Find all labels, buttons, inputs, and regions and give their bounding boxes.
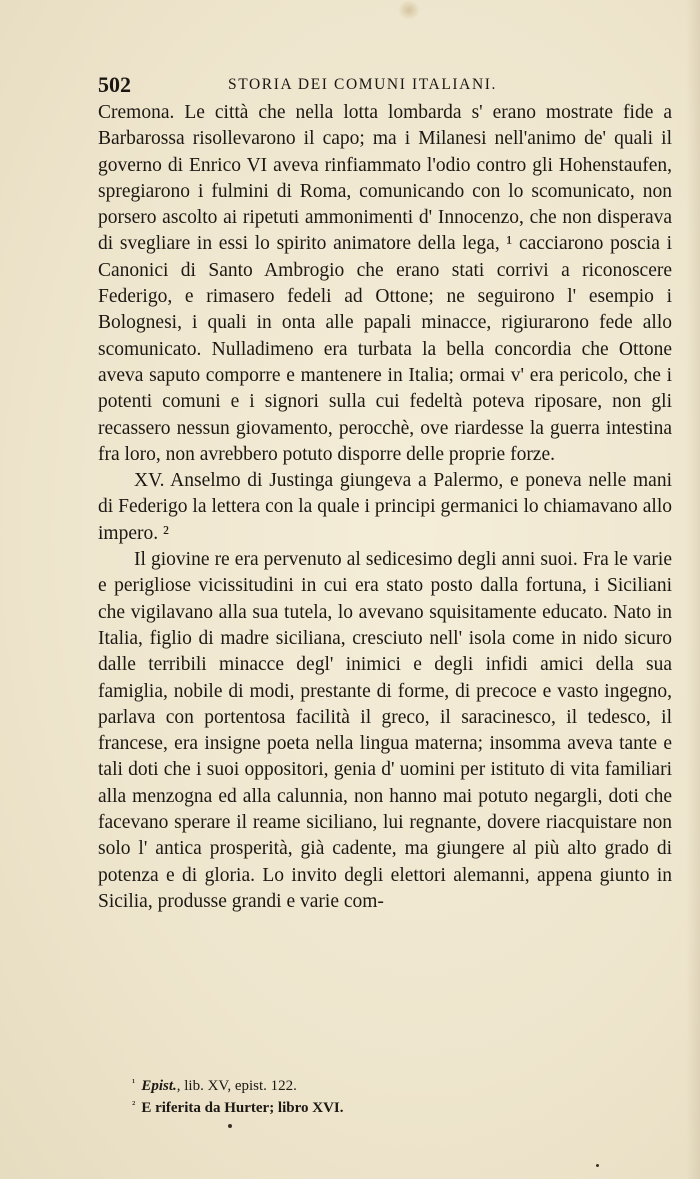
footnotes — [132, 1074, 652, 1118]
paragraph: Il giovine re era pervenuto al sedicesimo degli anni suoi. Fra le varie e perigliose vicissitudini in cui era stato posto dalla fortuna, i Siciliani che vigilavano alla sua tutela, lo avevano squisitamente educato. Nato in Italia, figlio di madre siciliana, cresciuto nell' isola come in nido sicuro dalle terribili minacce degl' inimici e degli infidi amici della sua famiglia, nobile di modi, prestante di forme, di precoce e vasto ingegno, parlava con portentosa facilità il greco, il saracinesco, il tedesco, il francese, era insigne poeta nella lingua materna; insomma aveva tante e tali doti che i suoi oppositori, genia d' uomini per istituto di vita familiari alla menzogna ed alla calunnia, non hanno mai potuto negargli, doti che facevano sperare il reame siciliano, lui regnante, dovere riacquistare non solo l' antica prosperità, già cadente, ma giungere al più alto grado di potenza e di gloria. Lo invito degli elettori alemanni, appena giunto in Sicilia, produsse grandi e varie com- — [98, 549, 672, 912]
footnote-marker: ¹ — [132, 1077, 136, 1089]
footnote-reference: , lib. XV, epist. 122. — [176, 1078, 297, 1094]
footnote — [132, 1074, 652, 1096]
footnote-marker: ² — [132, 1099, 136, 1111]
page-header — [98, 72, 670, 102]
paper-stain — [398, 0, 420, 20]
paragraph: XV. Anselmo di Justinga giungeva a Palermo, e poneva nelle mani di Federigo la lettera con la quale i principi germanici lo chiamavano allo impero. ² — [98, 470, 672, 544]
paragraph: Cremona. Le città che nella lotta lombarda s' erano mostrate fide a Barbarossa risollevarono il capo; ma i Milanesi nell'animo de' quali il governo di Enrico VI aveva rinfiammato l'odio contro gli Hohenstaufen, spregiarono i fulmini di Roma, comunicando con lo scomunicato, non porsero ascolto ai ripetuti ammonimenti d' Innocenzo, che non disperava di svegliare in essi lo spirito animatore della lega, ¹ cacciarono poscia i Canonici di Santo Ambrogio che erano stati corrivi a riconoscere Federigo, e rimasero fedeli ad Ottone; ne seguirono l' esempio i Bolognesi, i quali in onta alle papali minacce, rigiurarono fede allo scomunicato. Nulladimeno era turbata la bella concordia che Ottone aveva saputo comporre e mantenere in Italia; ormai v' era pericolo, che i potenti comuni e i signori sulla cui fedeltà poteva riposare, non gli recassero nessun giovamento, perocchè, ove riardesse la guerra intestina fra loro, non avrebbero potuto disporre delle proprie forze. — [98, 102, 672, 465]
footnote — [132, 1096, 652, 1118]
body-text — [98, 100, 672, 915]
ink-speck — [596, 1164, 599, 1167]
running-title: STORIA DEI COMUNI ITALIANI. — [228, 76, 497, 93]
ink-speck — [228, 1124, 232, 1128]
footnote-reference: ; libro XVI. — [269, 1100, 344, 1116]
footnote-source: Epist. — [141, 1078, 177, 1094]
footnote-source: E riferita da Hurter — [141, 1100, 270, 1116]
page-number: 502 — [98, 72, 131, 97]
page-edge-shadow — [686, 0, 700, 1179]
